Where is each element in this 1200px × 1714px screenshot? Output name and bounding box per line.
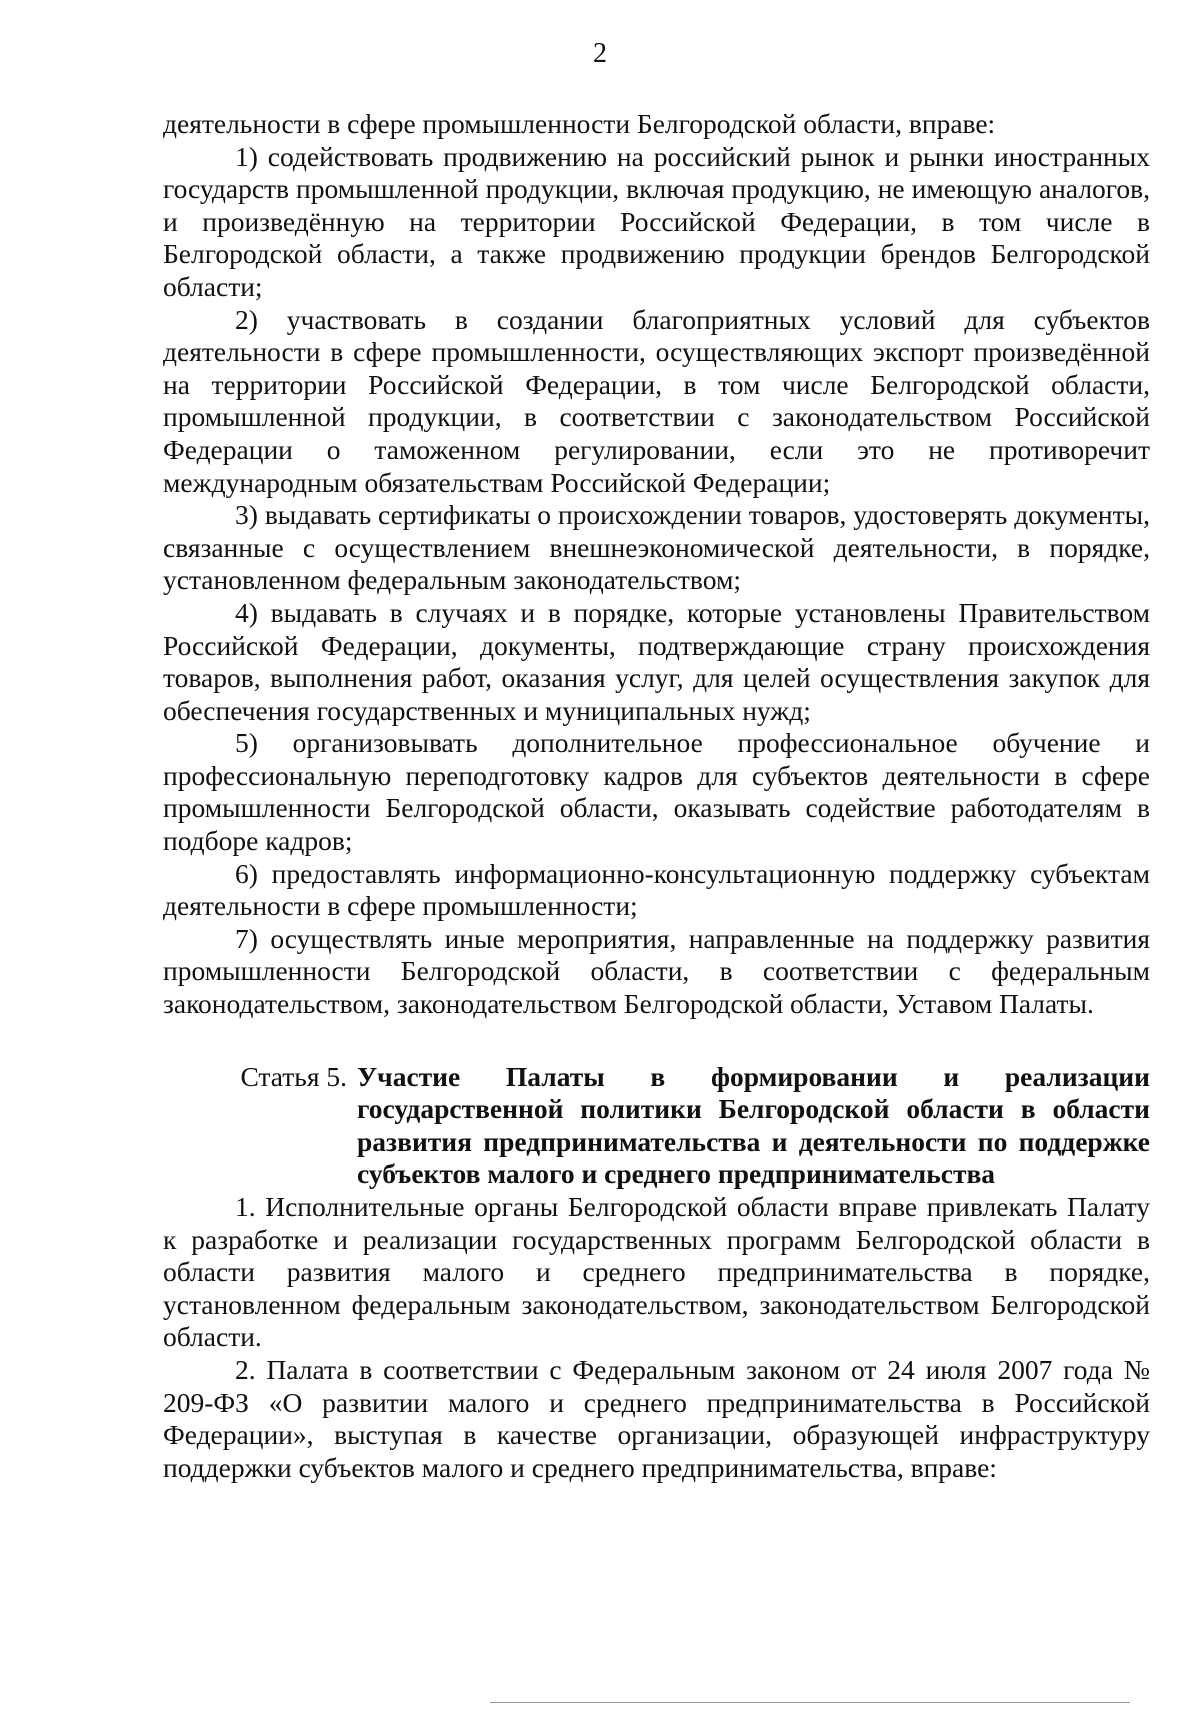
paragraphs-after-article bbox=[163, 1191, 1150, 1484]
article-number: Статья 5. bbox=[240, 1060, 347, 1092]
paragraph: 2) участвовать в создании благоприятных условий для субъектов деятельности в сфере промышленности, осуществляющих экспорт произведённой на территории Российской Федерации, в том числе Белгородской области, промышленной продукции, в соответствии с законодательством Российской Федерации о таможенном регулировании, если это не противоречит международным обязательствам Российской Федерации; bbox=[163, 303, 1150, 498]
spacer bbox=[163, 1021, 1150, 1061]
paragraph: 2. Палата в соответствии с Федеральным законом от 24 июля 2007 года № 209-ФЗ «О развитии малого и среднего предпринимательства в Российской Федерации», выступая в качестве организации, образующей инфраструктуру поддержки субъектов малого и среднего предпринимательства, вправе: bbox=[163, 1353, 1150, 1483]
paragraph: 4) выдавать в случаях и в порядке, которые установлены Правительством Российской Федерации, документы, подтверждающие страну происхождения товаров, выполнения работ, оказания услуг, для целей осуществления закупок для обеспечения государственных и муниципальных нужд; bbox=[163, 596, 1150, 726]
paragraph: 1. Исполнительные органы Белгородской области вправе привлекать Палату к разработке и реализации государственных программ Белгородской области в области развития малого и среднего предпринимательства в порядке, установленном федеральным законодательством, законодательством Белгородской области. bbox=[163, 1191, 1150, 1353]
article-title: Участие Палаты в формировании и реализации государственной политики Белгородской области в области развития предпринимательства и деятельности по поддержке субъектов малого и среднего предпринимательства bbox=[357, 1060, 1150, 1190]
paragraph: 3) выдавать сертификаты о происхождении товаров, удостоверять документы, связанные с осуществлением внешнеэкономической деятельности, в порядке, установленном федеральным законодательством; bbox=[163, 499, 1150, 596]
document-body bbox=[163, 108, 1150, 1484]
footer-rule bbox=[490, 1702, 1130, 1703]
paragraph: деятельности в сфере промышленности Белгородской области, вправе: bbox=[163, 108, 996, 139]
article-heading bbox=[163, 1061, 1150, 1191]
paragraph: 6) предоставлять информационно-консультационную поддержку субъектам деятельности в сфере промышленности; bbox=[163, 857, 1150, 922]
paragraph: 1) содействовать продвижению на российский рынок и рынки иностранных государств промышленной продукции, включая продукцию, не имеющую аналогов, и произведённую на территории Российской Федерации, в том числе в Белгородской области, а также продвижению продукции брендов Белгородской области; bbox=[163, 140, 1150, 302]
paragraph: 7) осуществлять иные мероприятия, направленные на поддержку развития промышленности Белгородской области, в соответствии с федеральным законодательством, законодательством Белгородской области, Уставом Палаты. bbox=[163, 922, 1150, 1020]
page-number: 2 bbox=[593, 38, 607, 69]
paragraphs-before-article bbox=[163, 108, 1150, 1021]
paragraph: 5) организовывать дополнительное профессиональное обучение и профессиональную переподготовку кадров для субъектов деятельности в сфере промышленности Белгородской области, оказывать содействие работодателям в подборе кадров; bbox=[163, 727, 1150, 857]
